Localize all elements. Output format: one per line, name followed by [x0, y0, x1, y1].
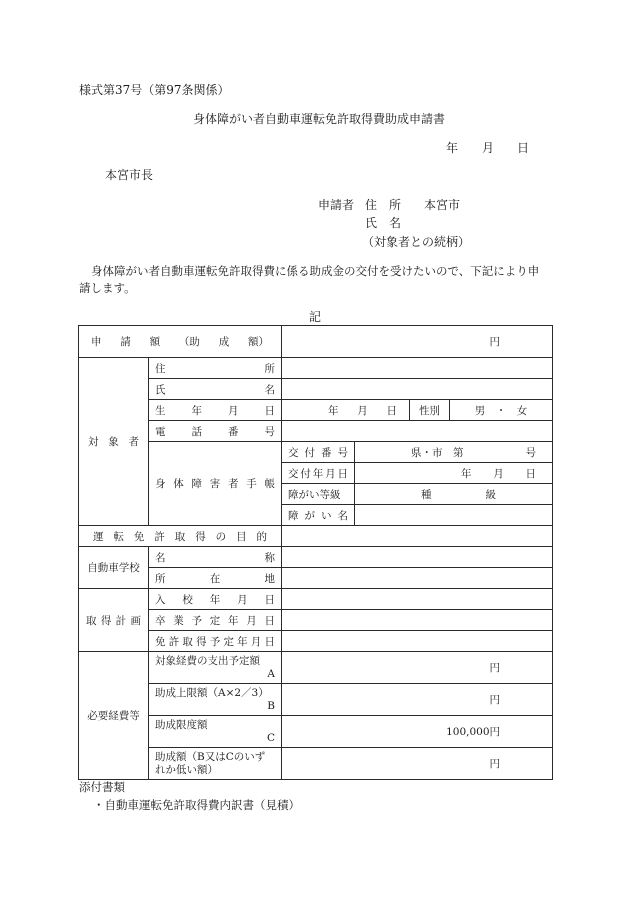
subject-phone-label: 電 話 番 号 — [149, 421, 282, 442]
license-date-field[interactable] — [282, 631, 553, 652]
form-number: 様式第37号（第97条関係） — [79, 83, 230, 97]
expense-c-value: 100,000円 — [282, 716, 553, 748]
attachments-label: 添付書類 — [79, 780, 125, 794]
school-name-label: 名 称 — [149, 547, 282, 568]
issue-number-field[interactable]: 県・市 第 号 — [355, 442, 553, 463]
subject-dob-field[interactable]: 年 月 日 — [282, 400, 410, 421]
subject-name-field[interactable] — [282, 379, 553, 400]
subject-name-label: 氏 名 — [149, 379, 282, 400]
applicant-address-label: 住 所 — [365, 198, 402, 212]
disability-name-label: 障 が い 名 — [282, 505, 355, 526]
expense-b-field[interactable]: 円 — [282, 684, 553, 716]
school-location-field[interactable] — [282, 568, 553, 589]
expense-c-label: 助成限度額 C — [149, 716, 282, 748]
enroll-date-label: 入 校 年 月 日 — [149, 589, 282, 610]
date-year: 年 — [446, 141, 459, 155]
issue-date-label: 交 付 年 月 日 — [282, 463, 355, 484]
subject-dob-label: 生 年 月 日 — [149, 400, 282, 421]
request-amount-field[interactable]: 円 — [282, 326, 553, 358]
graduation-date-field[interactable] — [282, 610, 553, 631]
attachment-item: ・自動車運転免許取得費内訳書（見積） — [93, 798, 300, 812]
license-date-label: 免 許 取 得 予 定 年 月 日 — [149, 631, 282, 652]
required-expenses-label: 必要経費等 — [79, 652, 149, 780]
disability-grade-label: 障がい等級 — [282, 484, 355, 505]
application-form-table — [78, 325, 553, 780]
applicant-relation: （対象者との続柄） — [362, 235, 471, 249]
enroll-date-field[interactable] — [282, 589, 553, 610]
subject-address-field[interactable] — [282, 358, 553, 379]
date-day: 日 — [517, 141, 530, 155]
subject-label: 対 象 者 — [79, 358, 149, 526]
expense-a-field[interactable]: 円 — [282, 652, 553, 684]
purpose-field[interactable] — [282, 526, 553, 547]
request-text-line2: 請します。 — [79, 281, 136, 295]
date-month: 月 — [482, 141, 495, 155]
expense-d-label: 助成額（B又はCのいず れか低い額） — [149, 748, 282, 780]
applicant-address-value: 本宮市 — [424, 198, 461, 212]
expense-d-field[interactable]: 円 — [282, 748, 553, 780]
school-name-field[interactable] — [282, 547, 553, 568]
handbook-label: 身 体 障 害 者 手 帳 — [149, 442, 282, 526]
issue-date-field[interactable]: 年 月 日 — [355, 463, 553, 484]
ki-heading: 記 — [309, 310, 322, 324]
sex-label: 性別 — [410, 400, 450, 421]
expense-b-label: 助成上限額（A×2／3） B — [149, 684, 282, 716]
disability-name-field[interactable] — [355, 505, 553, 526]
expense-a-label: 対象経費の支出予定額 A — [149, 652, 282, 684]
purpose-label: 運 転 免 許 取 得 の 目 的 — [79, 526, 282, 547]
graduation-date-label: 卒 業 予 定 年 月 日 — [149, 610, 282, 631]
disability-grade-field[interactable]: 種 級 — [355, 484, 553, 505]
page-title: 身体障がい者自動車運転免許取得費助成申請書 — [193, 112, 446, 126]
driving-school-label: 自動車学校 — [79, 547, 149, 589]
addressee: 本宮市長 — [105, 168, 154, 182]
issue-number-label: 交 付 番 号 — [282, 442, 355, 463]
request-amount-label: 申 請 額 （助 成 額） — [79, 326, 282, 358]
applicant-name-label: 氏 名 — [365, 216, 402, 230]
applicant-role: 申請者 — [318, 198, 355, 212]
request-text-line1: 身体障がい者自動車運転免許取得費に係る助成金の交付を受けたいので、下記により申 — [91, 264, 540, 278]
subject-address-label: 住 所 — [149, 358, 282, 379]
acquisition-plan-label: 取 得 計 画 — [79, 589, 149, 652]
school-location-label: 所 在 地 — [149, 568, 282, 589]
sex-field[interactable]: 男 ・ 女 — [450, 400, 553, 421]
subject-phone-field[interactable] — [282, 421, 553, 442]
